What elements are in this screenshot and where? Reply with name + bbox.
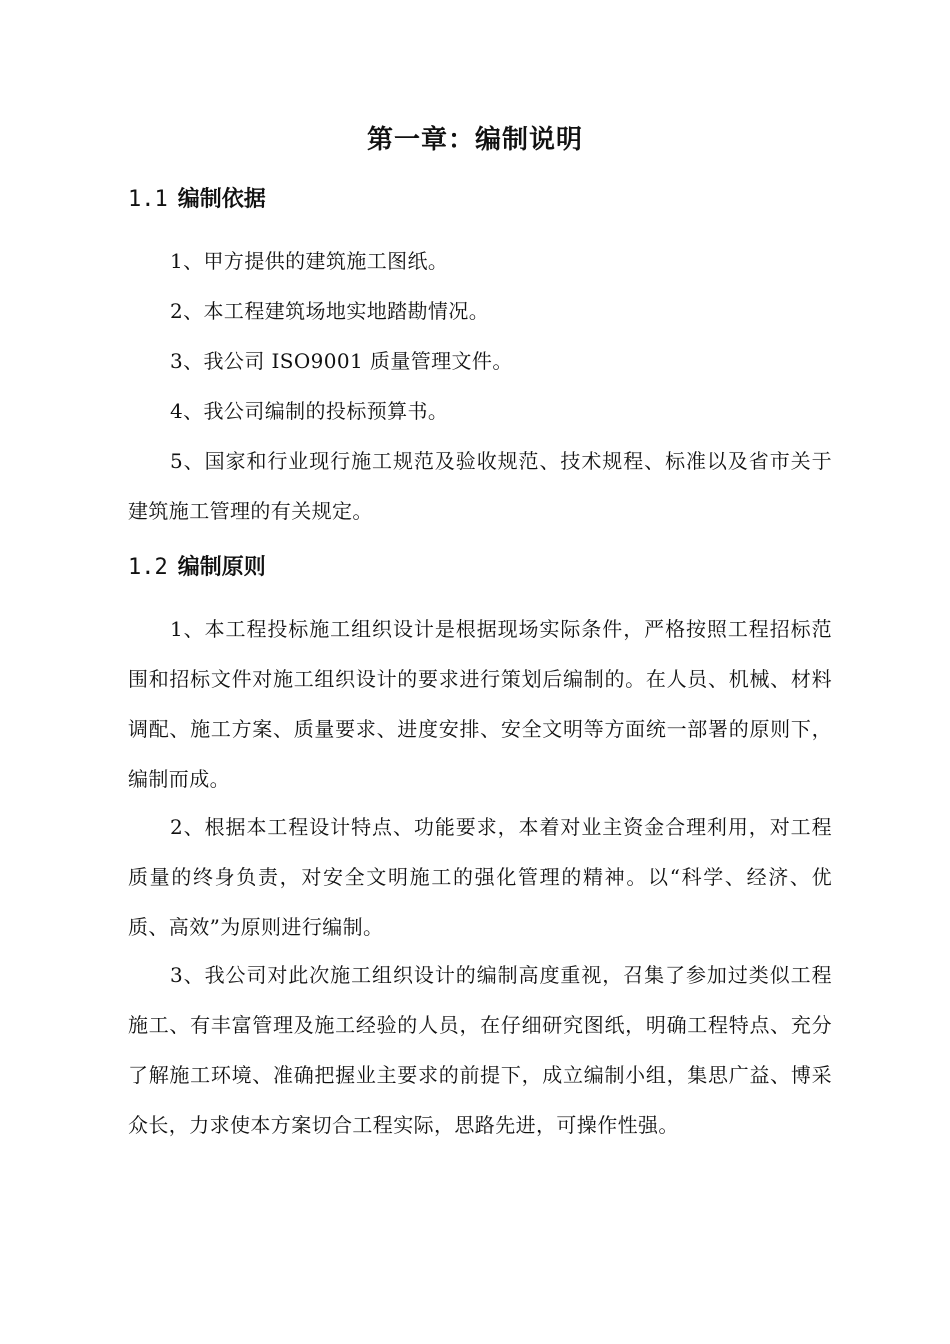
chapter-title: 第一章：编制说明: [366, 125, 583, 155]
list-item: 2、根据本工程设计特点、功能要求，本着对业主资金合理利用，对工程质量的终身负责，对安全文明施工的强化管理的精神。以“科学、经济、优质、高效”为原则进行编制。: [128, 815, 832, 939]
section-number: 1.1: [128, 187, 168, 212]
section-heading-1-1: [128, 182, 266, 218]
section-number: 1.2: [128, 555, 168, 580]
section-title: 编制原则: [177, 555, 266, 580]
list-item: 1、本工程投标施工组织设计是根据现场实际条件，严格按照工程招标范围和招标文件对施工组织设计的要求进行策划后编制的。在人员、机械、材料调配、施工方案、质量要求、进度安排、安全文明等方面统一部署的原则下，编制而成。: [128, 617, 832, 791]
list-item: 3、我公司 ISO9001 质量管理文件。: [170, 349, 513, 373]
list-item: 2、本工程建筑场地实地踏勘情况。: [170, 299, 490, 323]
section-title: 编制依据: [177, 187, 266, 212]
list-item: 5、国家和行业现行施工规范及验收规范、技术规程、标准以及省市关于建筑施工管理的有关规定。: [128, 449, 832, 523]
list-item: 4、我公司编制的投标预算书。: [170, 399, 449, 423]
list-item: 1、甲方提供的建筑施工图纸。: [170, 249, 449, 273]
section-heading-1-2: [128, 550, 266, 586]
list-item: 3、我公司对此次施工组织设计的编制高度重视，召集了参加过类似工程施工、有丰富管理及施工经验的人员，在仔细研究图纸，明确工程特点、充分了解施工环境、准确把握业主要求的前提下，成立编制小组，集思广益、博采众长，力求使本方案切合工程实际，思路先进，可操作性强。: [128, 963, 832, 1137]
